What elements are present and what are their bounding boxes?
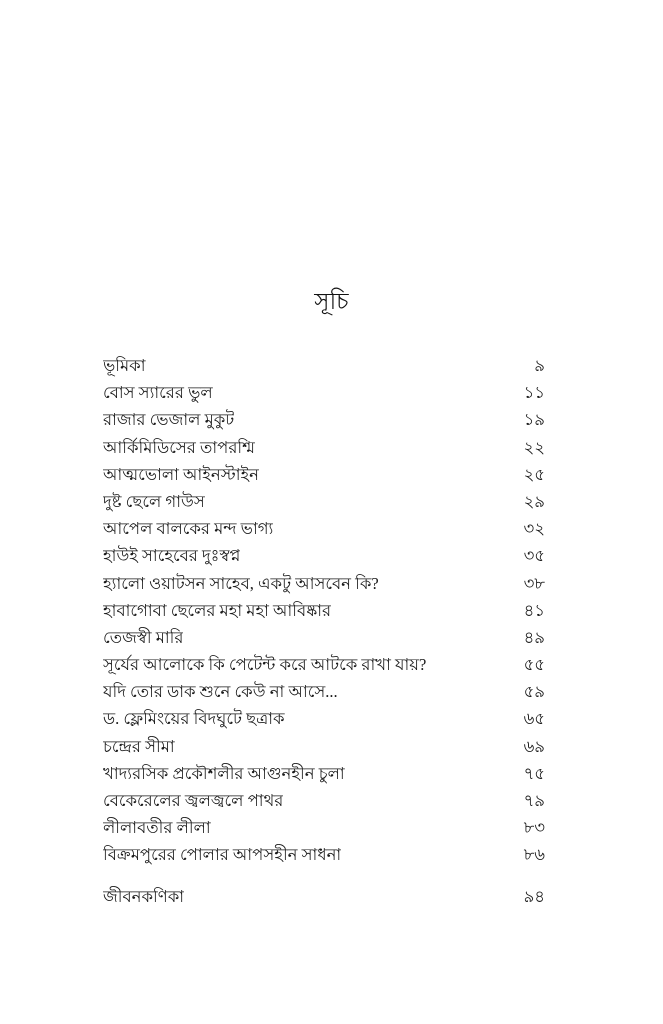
toc-entry-label: যদি তোর ডাক শুনে কেউ না আসে... <box>103 682 338 702</box>
toc-entry[interactable] <box>103 814 545 841</box>
toc-entry[interactable] <box>103 379 545 406</box>
toc-entry-label: আপেল বালকের মন্দ ভাগ্য <box>103 519 274 539</box>
toc-entry[interactable] <box>103 624 545 651</box>
toc-entry-label: বেকেরেলের জ্বলজ্বলে পাথর <box>103 791 284 810</box>
toc-entry[interactable] <box>103 406 545 433</box>
toc-entry-label: হাউই সাহেবের দুঃস্বপ্ন <box>103 546 241 566</box>
toc-entry-page-number: ১১ <box>523 383 545 403</box>
toc-entry-label: রাজার ভেজাল মুকুট <box>103 410 235 430</box>
toc-entry-page-number: ৭৯ <box>523 791 545 810</box>
toc-entry-page-number: ৮৩ <box>523 818 545 838</box>
toc-entry-label: লীলাবতীর লীলা <box>103 818 211 838</box>
toc-entry-label: আর্কিমিডিসের তাপরশ্মি <box>103 437 256 457</box>
toc-entry-page-number: ৫৫ <box>523 655 545 675</box>
toc-entry-page-number: ৪১ <box>523 600 545 620</box>
toc-entry-page-number: ১৯ <box>523 410 545 430</box>
toc-entry-page-number: ২৯ <box>523 491 545 511</box>
toc-entry-label: চন্দ্রের সীমা <box>103 736 175 756</box>
toc-entry-page-number: ৩৮ <box>523 573 545 593</box>
toc-entry-page-number: ৩২ <box>523 519 545 539</box>
toc-entry[interactable] <box>103 733 545 760</box>
toc-entry[interactable] <box>103 515 545 542</box>
toc-entry[interactable] <box>103 760 545 787</box>
toc-entry-label: আত্মভোলা আইনস্টাইন <box>103 464 259 484</box>
toc-entry[interactable] <box>103 570 545 597</box>
toc-entry[interactable] <box>103 461 545 488</box>
toc-entry[interactable] <box>103 434 545 461</box>
table-of-contents-list <box>103 352 545 910</box>
toc-entry-page-number: ২২ <box>523 437 545 457</box>
toc-entry-label: হাবাগোবা ছেলের মহা মহা আবিষ্কার <box>103 600 332 620</box>
toc-entry-label: জীবনকণিকা <box>103 886 185 906</box>
toc-entry[interactable] <box>103 705 545 732</box>
toc-entry-label: তেজস্বী মারি <box>103 627 184 647</box>
toc-entry-label: হ্যালো ওয়াটসন সাহেব, একটু আসবেন কি? <box>103 573 379 593</box>
toc-entry[interactable] <box>103 841 545 868</box>
toc-entry-page-number: ২৫ <box>523 464 545 484</box>
toc-entry[interactable] <box>103 542 545 569</box>
toc-entry-page-number: ৬৯ <box>523 736 545 756</box>
toc-entry-label: দুষ্ট ছেলে গাউস <box>103 491 205 511</box>
toc-entry-page-number: ৯৪ <box>523 886 545 906</box>
toc-entry-page-number: ৭৫ <box>523 763 545 783</box>
toc-entry-page-number: ৩৫ <box>523 546 545 566</box>
toc-entry[interactable] <box>103 488 545 515</box>
page-title: সূচি <box>314 289 349 314</box>
toc-entry[interactable] <box>103 787 545 814</box>
toc-entry[interactable] <box>103 883 545 910</box>
toc-entry-page-number: ৬৫ <box>523 709 545 729</box>
toc-entry[interactable] <box>103 678 545 705</box>
toc-entry-label: বিক্রমপুরের পোলার আপসহীন সাধনা <box>103 845 342 865</box>
toc-entry-page-number: ৪৯ <box>523 627 545 647</box>
toc-entry-label: সূর্যের আলোকে কি পেটেন্ট করে আটকে রাখা যায়? <box>103 655 427 675</box>
toc-entry[interactable] <box>103 352 545 379</box>
toc-entry-page-number: ৯ <box>534 356 545 375</box>
toc-entry-label: বোস স্যারের ভুল <box>103 383 213 403</box>
toc-entry-page-number: ৫৯ <box>523 682 545 702</box>
toc-entry[interactable] <box>103 651 545 678</box>
toc-entry-label: ভূমিকা <box>103 356 146 375</box>
toc-entry-page-number: ৮৬ <box>523 845 545 865</box>
toc-entry[interactable] <box>103 597 545 624</box>
toc-entry-label: খাদ্যরসিক প্রকৌশলীর আগুনহীন চুলা <box>103 763 345 783</box>
toc-entry-label: ড. ফ্লেমিংয়ের বিদঘুটে ছত্রাক <box>103 709 285 729</box>
